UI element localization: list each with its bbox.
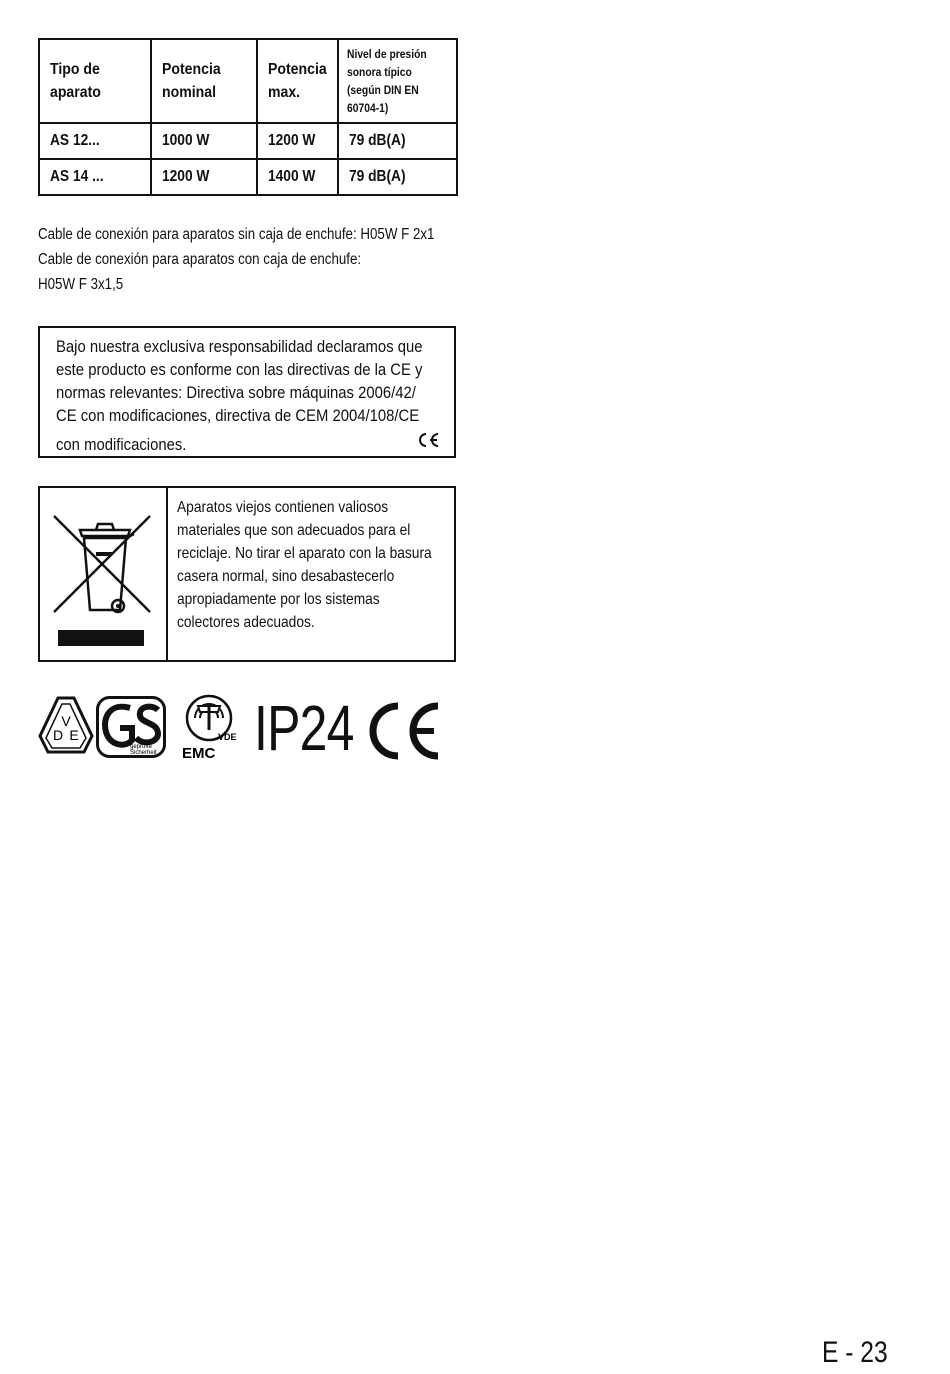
ce-mark-large-icon [368,702,444,760]
disposal-text [177,496,473,634]
table-cell: 1200 W [151,159,257,195]
declaration-line: normas relevantes: Directiva sobre máquinas 2006/42/ [56,384,416,402]
disposal-line: reciclaje. No tirar el aparato con la basura [177,545,432,562]
emc-label: EMC [182,745,216,762]
disposal-info-box [38,486,456,662]
table-cell: 1400 W [257,159,338,195]
declaration-line: Bajo nuestra exclusiva responsabilidad declaramos que [56,338,423,356]
table-cell: 79 dB(A) [338,123,457,159]
header-cell-noise-level: Nivel de presión sonora típico (según DIN EN 60704-1) [338,39,457,123]
declaration-line: CE con modificaciones, directiva de CEM 2004/108/CE [56,407,420,425]
vde-letter: V [61,713,71,729]
crossed-out-wheelie-bin-icon [50,508,154,648]
ip-rating-label: IP24 [254,692,354,764]
disposal-line: Aparatos viejos contienen valiosos [177,499,389,516]
table-cell: AS 12... [39,123,151,159]
header-cell-max-power: Potencia max. [257,39,338,123]
vde-emc-mark-icon [178,692,240,762]
declaration-line: este producto es conforme con las directivas de la CE y [56,361,423,379]
specification-table [38,38,458,196]
ce-mark-icon [416,432,440,448]
table-row [39,123,457,159]
table-row [39,159,457,195]
table-header-row [39,39,457,123]
table-cell: 1200 W [257,123,338,159]
gs-caption: Sicherheit [130,750,157,756]
table-cell: 1000 W [151,123,257,159]
cable-line: Cable de conexión para aparatos con caja de enchufe: [38,251,362,268]
header-cell-type: Tipo de aparato [39,39,151,123]
vde-mark-icon [38,696,94,758]
gs-mark-icon [96,696,166,758]
certification-logos [38,692,458,766]
declaration-line: con modificaciones. [56,436,187,454]
disposal-line: colectores adecuados. [177,614,315,631]
declaration-text [56,336,463,457]
table-cell: 79 dB(A) [338,159,457,195]
table-cell: AS 14 ... [39,159,151,195]
vde-label: VDE [218,732,237,742]
cable-line: Cable de conexión para aparatos sin caja de enchufe: H05W F 2x1 [38,226,435,243]
header-cell-nominal-power: Potencia nominal [151,39,257,123]
vde-letter: D [52,727,64,743]
vde-letter: E [69,727,79,743]
gs-caption: geprüfte [130,744,153,750]
disposal-line: casera normal, sino desabastecerlo [177,568,395,585]
vertical-divider [166,488,168,660]
conformity-declaration-box [38,326,456,458]
cable-info [38,222,499,297]
cable-line: H05W F 3x1,5 [38,276,124,293]
page-number: E - 23 [822,1336,888,1369]
disposal-line: materiales que son adecuados para el [177,522,411,539]
disposal-line: apropiadamente por los sistemas [177,591,380,608]
